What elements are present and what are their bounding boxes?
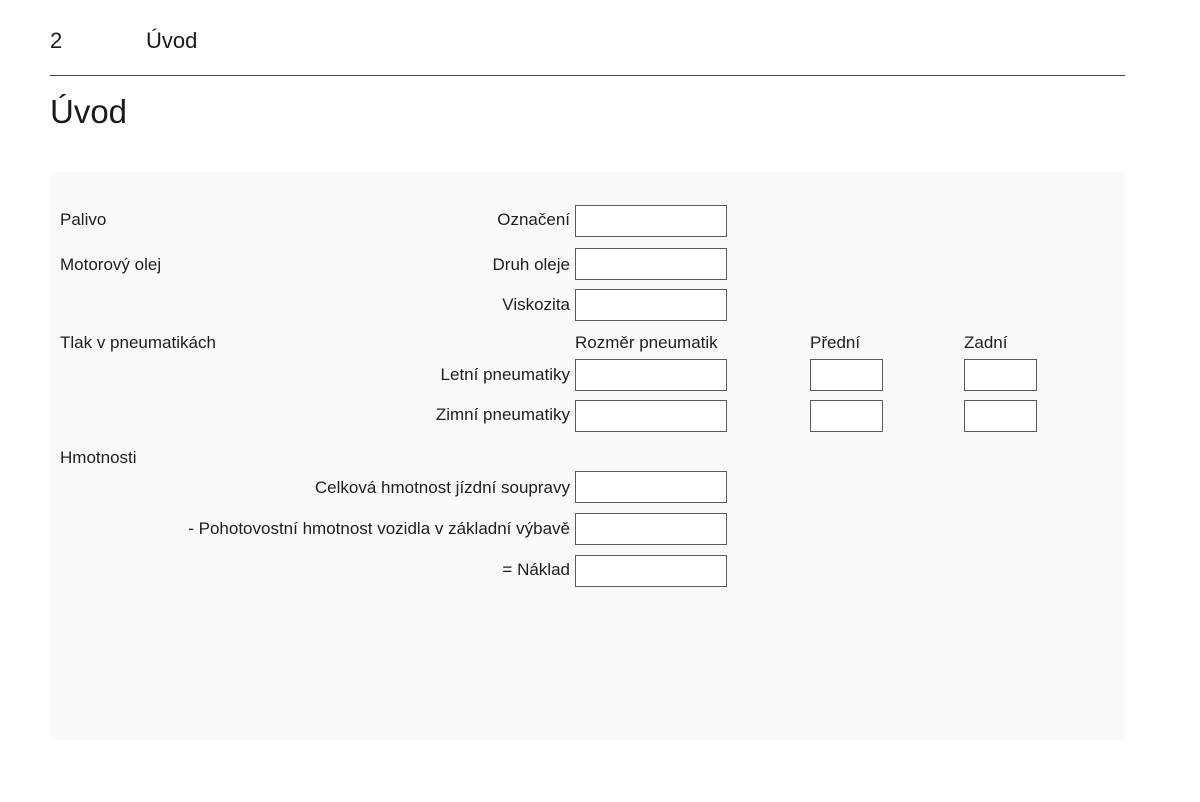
viscosity-label: Viskozita	[502, 295, 570, 314]
summer-front-pressure-field[interactable]	[810, 359, 883, 391]
fuel-designation-field[interactable]	[575, 205, 727, 237]
front-column-header: Přední	[810, 333, 861, 352]
oil-type-field[interactable]	[575, 248, 727, 280]
fuel-section-label: Palivo	[60, 210, 107, 229]
viscosity-field[interactable]	[575, 289, 727, 321]
payload-field[interactable]	[575, 555, 727, 587]
tyre-size-column-header: Rozměr pneumatik	[575, 333, 718, 352]
page-number: 2	[50, 28, 63, 53]
winter-front-pressure-field[interactable]	[810, 400, 883, 432]
payload-label: = Náklad	[502, 560, 570, 579]
rear-column-header: Zadní	[964, 333, 1008, 352]
tyre-pressure-section-label: Tlak v pneumatikách	[60, 333, 216, 352]
designation-label: Označení	[497, 210, 570, 229]
summer-tyre-size-field[interactable]	[575, 359, 727, 391]
winter-tyres-label: Zimní pneumatiky	[435, 405, 570, 424]
winter-rear-pressure-field[interactable]	[964, 400, 1037, 432]
summer-rear-pressure-field[interactable]	[964, 359, 1037, 391]
oil-type-label: Druh oleje	[492, 255, 570, 274]
engine-oil-section-label: Motorový olej	[60, 255, 162, 274]
kerb-weight-label: - Pohotovostní hmotnost vozidla v základní výbavě	[188, 519, 570, 538]
gross-train-weight-field[interactable]	[575, 471, 727, 503]
weights-section-label: Hmotnosti	[60, 448, 137, 467]
header-divider	[50, 75, 1125, 76]
page-title: Úvod	[50, 93, 128, 130]
running-section-title: Úvod	[146, 28, 198, 53]
kerb-weight-field[interactable]	[575, 513, 727, 545]
winter-tyre-size-field[interactable]	[575, 400, 727, 432]
gross-train-weight-label: Celková hmotnost jízdní soupravy	[314, 478, 570, 497]
vehicle-data-form	[50, 172, 1125, 740]
summer-tyres-label: Letní pneumatiky	[440, 365, 570, 384]
